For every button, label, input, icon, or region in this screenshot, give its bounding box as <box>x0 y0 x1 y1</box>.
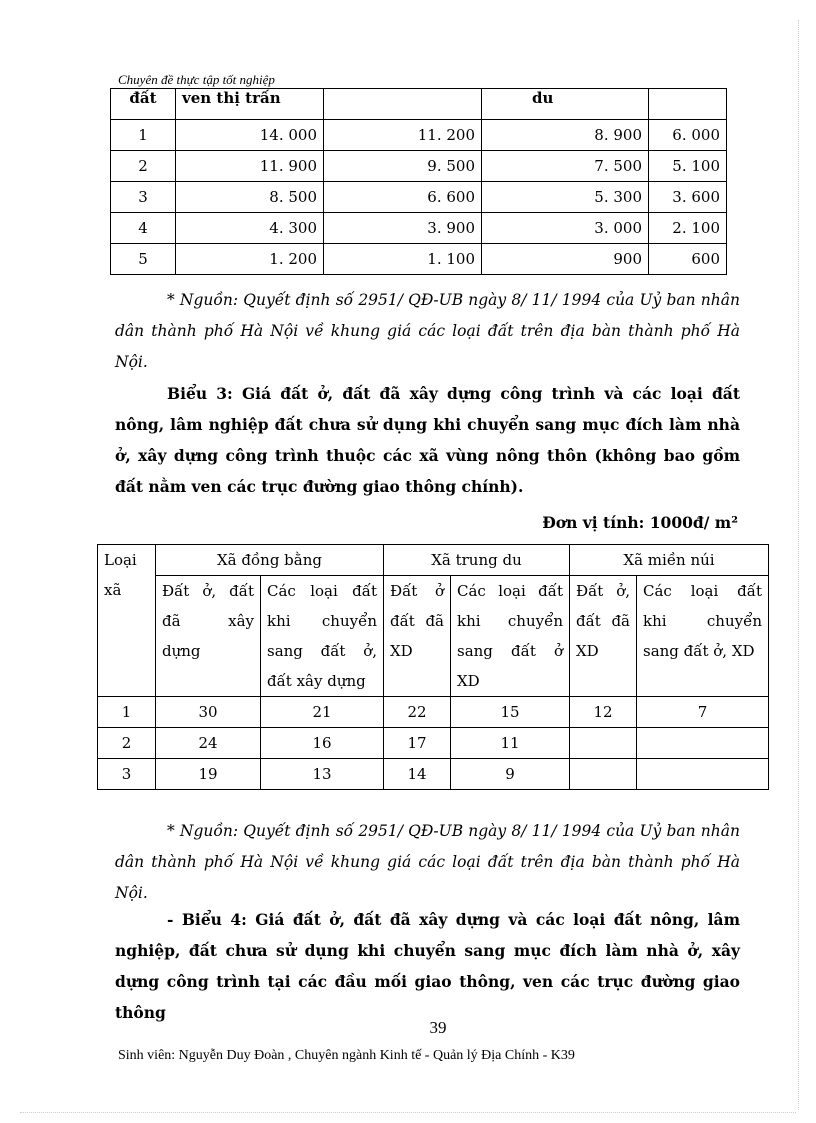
table-subheader-row <box>98 576 769 697</box>
table-header-row <box>98 545 769 576</box>
table-cell: 7 <box>637 697 769 728</box>
table-subheader-cell: Các loại đất khi chuyển sang đất ở, XD <box>637 576 769 697</box>
table-cell: 7. 500 <box>482 151 649 182</box>
table-header-cell: Loại xã <box>98 545 156 697</box>
table-subheader-cell: Đất ở, đất đã XD <box>570 576 637 697</box>
table-row <box>98 728 769 759</box>
table-row <box>111 213 727 244</box>
table-subheader-cell: Các loại đất khi chuyển sang đất ở, đất xây dựng <box>261 576 384 697</box>
table-cell: 3 <box>111 182 176 213</box>
page-footer: Sinh viên: Nguyễn Duy Đoàn , Chuyên ngành Kinh tế - Quản lý Địa Chính - K39 <box>118 1048 575 1063</box>
unit-label: Đơn vị tính: 1000đ/ m² <box>542 513 738 532</box>
table-cell: 30 <box>156 697 261 728</box>
source-note-1: * Nguồn: Quyết định số 2951/ QĐ-UB ngày 8/ 11/ 1994 của Uỷ ban nhân dân thành phố Hà Nội về khung giá các loại đất trên địa bàn thành phố Hà Nội. <box>115 291 740 371</box>
table-cell: 17 <box>384 728 451 759</box>
table-cell: 5. 100 <box>649 151 727 182</box>
table-cell: 6. 000 <box>649 120 727 151</box>
table-row <box>111 120 727 151</box>
table-cell: 5. 300 <box>482 182 649 213</box>
table-cell: 11. 900 <box>176 151 324 182</box>
table-cell: 11. 200 <box>324 120 482 151</box>
running-header: Chuyên đề thực tập tốt nghiệp <box>118 72 275 87</box>
page-edge-divider <box>798 20 799 1110</box>
table-cell: 12 <box>570 697 637 728</box>
table-cell: 9. 500 <box>324 151 482 182</box>
table-row <box>98 697 769 728</box>
source-note-2: * Nguồn: Quyết định số 2951/ QĐ-UB ngày 8/ 11/ 1994 của Uỷ ban nhân dân thành phố Hà Nội về khung giá các loại đất trên địa bàn thành phố Hà Nội. <box>115 822 740 902</box>
table-row <box>111 182 727 213</box>
table-group-header: Xã trung du <box>384 545 570 576</box>
table-cell: 24 <box>156 728 261 759</box>
bieu-4-caption: - Biểu 4: Giá đất ở, đất đã xây dựng và các loại đất nông, lâm nghiệp, đất chưa sử dụng khi chuyển sang mục đích làm nhà ở, xây dựng công trình tại các đầu mối giao thông, ven các trục đường giao thông <box>115 910 740 1022</box>
table-cell: 14 <box>384 759 451 790</box>
table-cell: 3 <box>98 759 156 790</box>
table-cell: 2 <box>111 151 176 182</box>
table-group-header: Xã đồng bằng <box>156 545 384 576</box>
table-cell <box>570 759 637 790</box>
table-cell <box>570 728 637 759</box>
table-cell: 1. 100 <box>324 244 482 275</box>
table-cell: 21 <box>261 697 384 728</box>
table-cell: 13 <box>261 759 384 790</box>
table-group-header: Xã miền núi <box>570 545 769 576</box>
page-edge-divider <box>20 1112 796 1113</box>
table-cell: 16 <box>261 728 384 759</box>
table-cell: 1. 200 <box>176 244 324 275</box>
table-subheader-cell: Các loại đất khi chuyển sang đất ở XD <box>451 576 570 697</box>
table-cell: 2. 100 <box>649 213 727 244</box>
table-header-row <box>111 89 727 120</box>
table-cell: 6. 600 <box>324 182 482 213</box>
table-cell: 600 <box>649 244 727 275</box>
table-cell: 4. 300 <box>176 213 324 244</box>
table-cell: 22 <box>384 697 451 728</box>
table-subheader-cell: Đất ở, đất đã xây dựng <box>156 576 261 697</box>
table-cell: 4 <box>111 213 176 244</box>
table-cell: 1 <box>111 120 176 151</box>
land-price-table-continued <box>110 88 727 275</box>
table-row <box>98 759 769 790</box>
table-cell: du <box>482 89 649 120</box>
table-cell <box>649 89 727 120</box>
table-cell: 1 <box>98 697 156 728</box>
table-cell: 14. 000 <box>176 120 324 151</box>
table-row <box>111 151 727 182</box>
table-cell: 900 <box>482 244 649 275</box>
bieu-3-caption: Biểu 3: Giá đất ở, đất đã xây dựng công trình và các loại đất nông, lâm nghiệp đất chưa sử dụng khi chuyển sang mục đích làm nhà ở, xây dựng công trình thuộc các xã vùng nông thôn (không bao gồm đất nằm ven các trục đường giao thông chính). <box>115 384 740 496</box>
table-cell: 9 <box>451 759 570 790</box>
table-cell: 19 <box>156 759 261 790</box>
table-cell: 3. 900 <box>324 213 482 244</box>
table-cell: 2 <box>98 728 156 759</box>
table-cell: 5 <box>111 244 176 275</box>
table-cell: 8. 500 <box>176 182 324 213</box>
rural-land-price-table <box>97 544 769 790</box>
table-cell: ven thị trấn <box>176 89 324 120</box>
table-cell: đất <box>111 89 176 120</box>
table-cell: 3. 600 <box>649 182 727 213</box>
table-cell <box>324 89 482 120</box>
table-cell <box>637 759 769 790</box>
table-subheader-cell: Đất ở đất đã XD <box>384 576 451 697</box>
table-cell: 11 <box>451 728 570 759</box>
table-cell: 3. 000 <box>482 213 649 244</box>
table-cell <box>637 728 769 759</box>
page-number: 39 <box>429 1018 447 1037</box>
table-row <box>111 244 727 275</box>
table-cell: 15 <box>451 697 570 728</box>
table-cell: 8. 900 <box>482 120 649 151</box>
